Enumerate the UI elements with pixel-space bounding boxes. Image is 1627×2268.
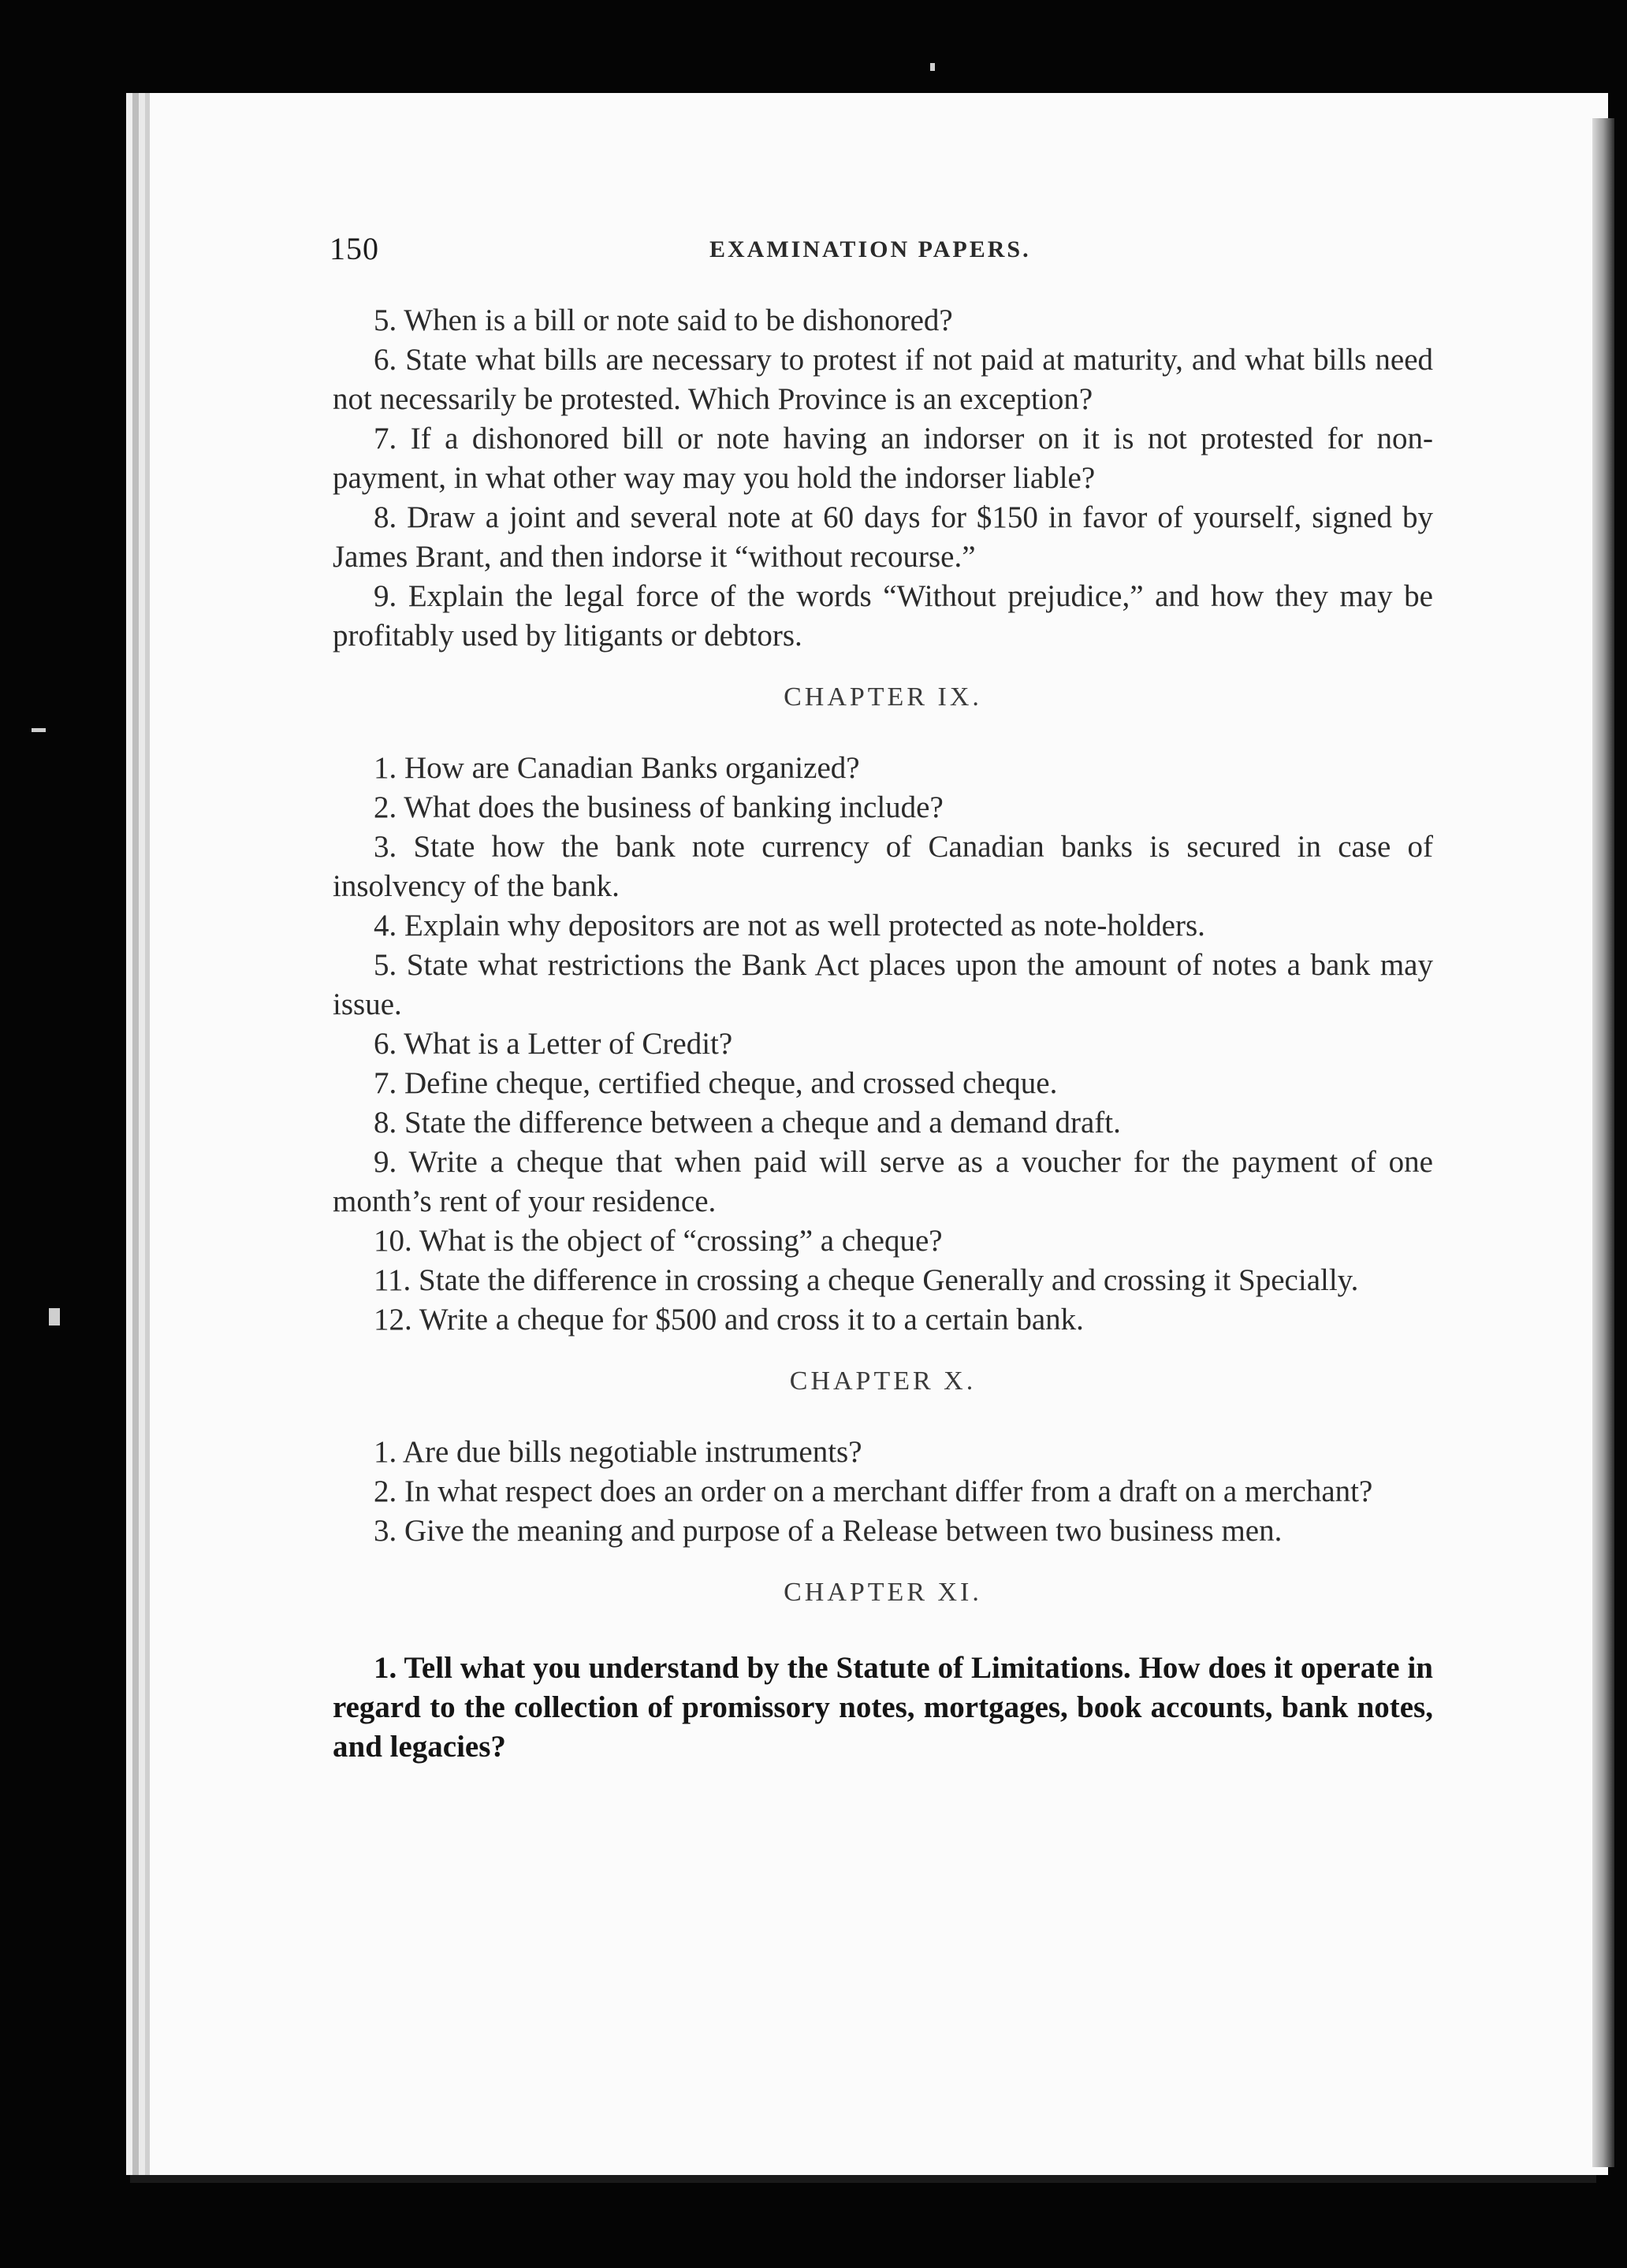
- question: 5. State what restrictions the Bank Act places upon the amount of notes a bank may issue.: [333, 948, 1433, 1021]
- question: 9. Explain the legal force of the words “Without prejudice,” and how they may be profitably used by litigants or debtors.: [333, 579, 1433, 653]
- question: 1. Are due bills negotiable instruments?: [374, 1435, 862, 1469]
- question: 12. Write a cheque for $500 and cross it to a certain bank.: [374, 1303, 1084, 1337]
- page-number: 150: [329, 231, 379, 266]
- question: 6. State what bills are necessary to protest if not paid at maturity, and what bills need not necessarily be protested. Which Province is an exception?: [333, 343, 1433, 416]
- dust-speck: [49, 1308, 60, 1325]
- chapter-heading: CHAPTER XI.: [784, 1578, 982, 1607]
- question: 8. Draw a joint and several note at 60 days for $150 in favor of yourself, signed by James Brant, and then indorse it “without recourse.”: [333, 500, 1433, 574]
- question: 7. Define cheque, certified cheque, and crossed cheque.: [374, 1066, 1058, 1100]
- question: 7. If a dishonored bill or note having an indorser on it is not protested for non-payment, in what other way may you hold the indorser liable?: [333, 422, 1433, 495]
- question: 3. Give the meaning and purpose of a Release between two business men.: [374, 1514, 1283, 1548]
- running-head: EXAMINATION PAPERS.: [709, 236, 1031, 262]
- question: 1. How are Canadian Banks organized?: [374, 751, 860, 785]
- chapter-heading: CHAPTER X.: [789, 1366, 977, 1396]
- page-header: [329, 230, 1433, 270]
- question: 2. What does the business of banking include?: [374, 790, 944, 824]
- question: 5. When is a bill or note said to be dishonored?: [374, 303, 953, 337]
- chapter-heading: CHAPTER IX.: [784, 682, 982, 712]
- dust-speck: [930, 63, 935, 71]
- question: 2. In what respect does an order on a merchant differ from a draft on a merchant?: [374, 1474, 1373, 1508]
- question: 9. Write a cheque that when paid will serve as a voucher for the payment of one month’s rent of your residence.: [333, 1145, 1433, 1218]
- question: 4. Explain why depositors are not as well protected as note-holders.: [374, 909, 1205, 943]
- dust-speck: [32, 728, 46, 732]
- question: 8. State the difference between a cheque and a demand draft.: [374, 1106, 1121, 1140]
- page-right-edge: [1592, 118, 1614, 2167]
- question: 1. Tell what you understand by the Statute of Limitations. How does it operate in regard to the collection of promissory notes, mortgages, book accounts, bank notes, and legacies?: [333, 1651, 1433, 1764]
- book-gutter: [126, 114, 153, 2171]
- question: 11. State the difference in crossing a cheque Generally and crossing it Specially.: [374, 1263, 1359, 1297]
- question: 6. What is a Letter of Credit?: [374, 1027, 733, 1061]
- question: 10. What is the object of “crossing” a cheque?: [374, 1224, 943, 1258]
- page-content: [333, 301, 1433, 1767]
- question: 3. State how the bank note currency of Canadian banks is secured in case of insolvency of the bank.: [333, 830, 1433, 903]
